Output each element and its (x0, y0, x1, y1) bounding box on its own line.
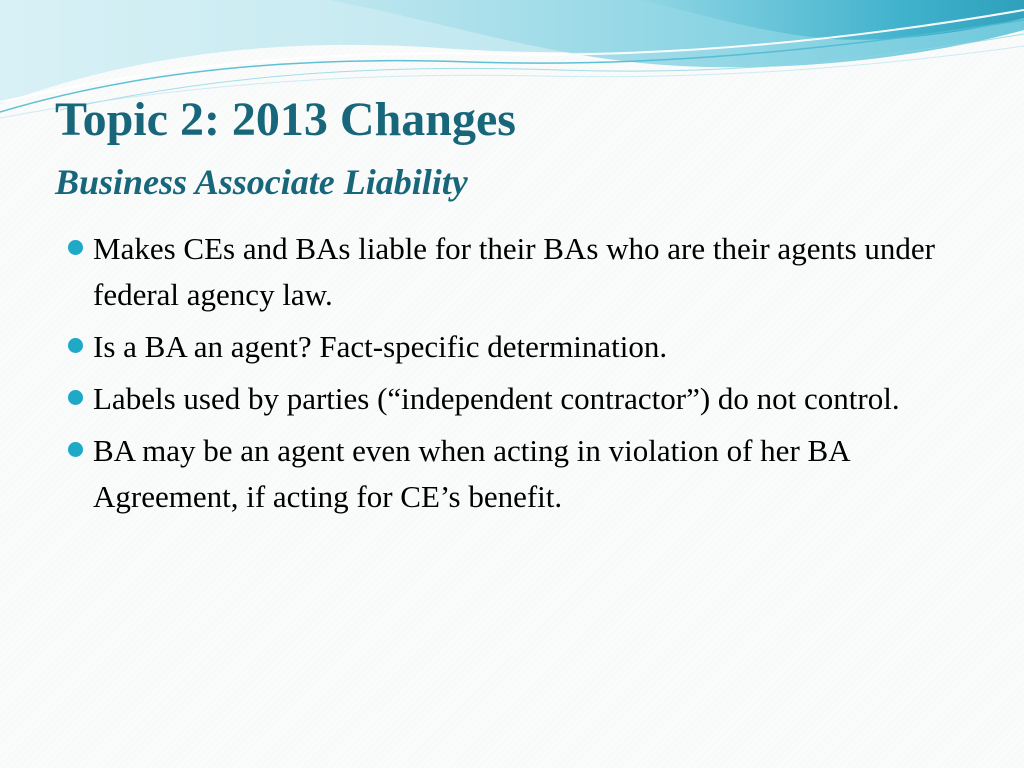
bullet-marker-icon (68, 442, 83, 457)
bullet-text: Labels used by parties (“independent contractor”) do not control. (93, 381, 900, 416)
bullet-marker-icon (68, 338, 83, 353)
slide-subtitle: Business Associate Liability (55, 162, 468, 202)
bullet-item (66, 226, 966, 318)
bullet-marker-icon (68, 390, 83, 405)
bullet-item (66, 324, 966, 370)
bullet-text: BA may be an agent even when acting in violation of her BA Agreement, if acting for CE’s benefit. (93, 433, 849, 514)
bullet-text: Makes CEs and BAs liable for their BAs who are their agents under federal agency law. (93, 231, 935, 312)
bullet-list (66, 226, 966, 526)
bullet-item (66, 428, 966, 520)
bullet-marker-icon (68, 240, 83, 255)
bullet-item (66, 376, 966, 422)
bullet-text: Is a BA an agent? Fact-specific determination. (93, 329, 668, 364)
slide-title: Topic 2: 2013 Changes (55, 93, 516, 146)
